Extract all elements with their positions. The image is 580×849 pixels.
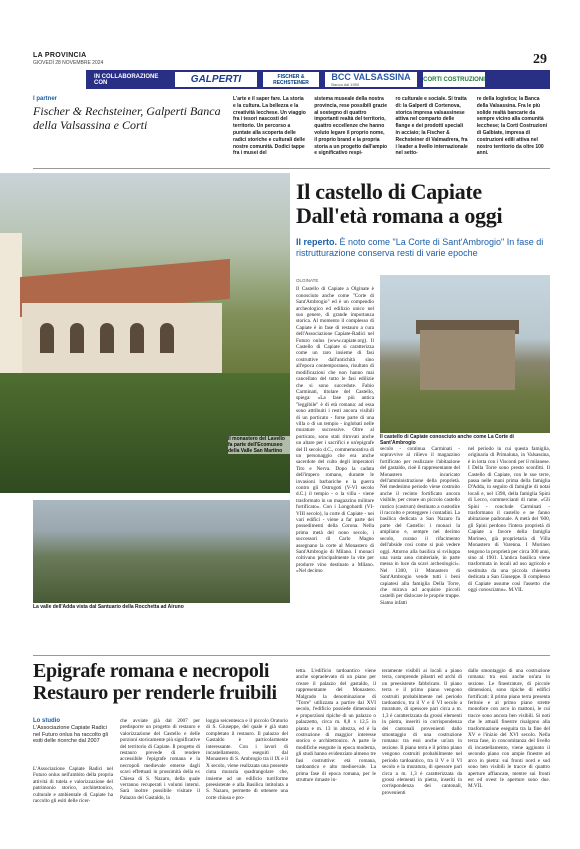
- arch-shape: [130, 323, 144, 353]
- arch-shape: [40, 323, 54, 353]
- intro-col-1: L'arte e il saper fare. La storia e la cultura. La bellezza e la creatività lecchese. Un viaggio fra i tesori nascosti del territorio. Un percorso a puntate alla scoperta delle radici storiche e culturali delle nostre comunità. Dodici tappe fra i musei del: [233, 96, 306, 157]
- photo-caption-castle: Il castello di Capiate conosciuto anche come La Corte di Sant'Ambrogio: [380, 434, 514, 446]
- section-divider: [33, 655, 550, 656]
- photo-caption-valley: La valle dell'Adda vista dal Santuario della Rocchetta ad Airuno: [33, 604, 184, 610]
- bcc-logo-sub: Banca dal 1950: [331, 82, 360, 87]
- fischer-logo: FISCHER & RECHSTEINER: [263, 72, 319, 87]
- study-column-2: che avviate già dal 2007 per predisporre un progetto di restauro e valorizzazione del Castello e delle porzioni storicamente più significative del territorio di Capiate. Il progetto di restauro prevede di rendere accessibile l'epigrafe romana e la necropoli medievale emerse dagli scavi effettuati in prossimità della ex Chiesa di S. Nazaro, della quale verranno recuperati i volumi interni. Sarà inoltre possibile visitare il Palazzo del Gastaldo, la: [120, 718, 200, 801]
- arch-shape: [70, 323, 84, 353]
- section-divider: [33, 168, 550, 169]
- intro-col-3: ro culturale e sociale. Si tratta di: la Galperti di Cortenova, storica impresa valsassinese attiva nel comparto delle flange e dei prodotti speciali in acciaio; la Fischer & Rechsteiner di Valmadrera, fra i leader a livello internazionale nel setto-: [395, 96, 468, 157]
- valley-photo: [33, 500, 290, 603]
- partners-title: Fischer & Rechsteiner, Galperti Banca della Valsassina e Corti: [33, 104, 221, 132]
- collab-label: IN COLLABORAZIONE CON: [94, 73, 159, 86]
- story-byline: OLGINATE: [296, 278, 319, 283]
- sponsor-bar: [86, 70, 550, 89]
- masthead: [33, 52, 103, 66]
- photo-caption-monastery: Il monastero del Lavello fa parte dell'Ecomuseo della Valle San Martino: [228, 436, 290, 454]
- story-body-1: Il Castello di Capiate a Olginate è conosciuto anche come "Corte di Sant'Ambrogio" ed è un compendio archeologico ed edilizio unico nel suo genere, di grande importanza storica. Al momento il complesso di Capiate è in fase di restauro a cura dell'Associazione Capiate-Radici nel Futuro onlus (www.capiate.org). Il Castello di Capiate si caratterizza come un raro insieme di fasi costruttive dall'antichità sino all'epoca contemporanea, risultato di modificazioni che non hanno mai cancellato del tutto le fasi edilizie che si sono succedute. Fabio Carminati, titolare del Castello, spiega: «La fase più antica "leggibile" è di età romana: ad essa sono attribuiti i resti ancora visibili di un porticato - forse parte di una villa o di un tempio - inglobati nelle murature successive. Oltre al porticato, sono stati ritrovati anche un altare per i sacrifici e un'epigrafe del II secolo d.C., commemorativa di un personaggio che era anche sacerdote del culto degli imperatori Tito e Nerva. Dopo la caduta dell'impero romano, durante le invasioni barbariche e la guerra contro gli Ostrogoti (V-VI secolo d.C.) il tempio - o la villa - viene trasformato in un magazzino militare fortificato». Con i Longobardi (VI-VIII secolo), la corte di Capiate - nei vari edifici - viene a far parte dei possedimenti della Corona. Nella prima metà del nono secolo, i successori di Carlo Magno assegnano la corte al Monastero di Sant'Ambrogio di Milano. I monaci coltivano principalmente la vite per produrre vino destinato a Milano. «Nel decimo: [296, 286, 374, 575]
- castle-wall-shape: [420, 330, 515, 390]
- newspaper-name: LA PROVINCIA: [33, 52, 87, 59]
- intro-columns: [233, 96, 550, 157]
- castle-photo: [380, 275, 550, 433]
- corti-logo: CORTI COSTRUZIONI: [423, 72, 485, 87]
- study-column-5: teramente visibili ai locali a piano terra, comprende pilastri ed archi di un preesistente fabbricato. Il piano terra e il primo piano vengono costruiti probabilmente nel periodo tardoantico, tra il V e il VI secolo a murature, di spessore pari circa a m. 1,3 è caratterizzata da grossi elementi in pietra, inseriti in corrispondenza dei cantonali provenienti dallo smontaggio di una costruzione romana: tra essi anche un'ara in sezione. Il piano terra e il primo piano vengono costruiti probabilmente nel periodo tardoantico, tra il V e il VI secolo e la muratura, di spessore pari circa a m. 1,3 è caratterizzata da grossi elementi in pietra, inseriti in corrispondenza dei cantonali, provenienti: [382, 668, 462, 796]
- bcc-logo: [325, 72, 417, 87]
- bell-tower-shape: [0, 233, 22, 373]
- study-headline: Epigrafe romana e necropoli Restauro per renderle fruibili: [33, 660, 277, 704]
- story-column-3: nel periodo in cui questa famiglia, originaria di Primaluna, in Valsassina, è in lotta con i Visconti per il milanese. I Della Torre sono presto sconfitti. Il Castello di Capiate, con le sue terre, passa nelle mani prima della famiglia D'Adda, in seguito di famiglie di notai locali e, nel 1398, della famiglia Spini di Lecco, commercianti di rame. «Gli Spini - conclude Carminati - trasformano il castello e ne fanno abitazione padronale. A metà del '600, gli Spini perdono l'intera proprietà di Capiate a favore della famiglia Morineo, già proprietaria di Villa Monastero di Varenna. I Morineo tengono la proprietà per circa 300 anni, sino al 1901. L'antica basilica viene trasformata in locali ad uso agricolo e sostituita da una piccola chiesetta dedicata a San Giuseppe. Il complesso di Capiate assume così l'assetto che oggi conosciamo». M.VIL: [468, 446, 550, 593]
- arch-shape: [100, 323, 114, 353]
- story-column-2: secolo - continua Carminati - sopravvive al rilievo il magazzino fortificato per realizzare l'abitazione del gastaldo, cioè il rappresentante del Monastero incaricato dell'amministrazione della proprietà. Nel medesimo periodo viene costruito anche il recinto fortificato ancora visibile, per creare un piccolo castello rustico (castrum) destinato a custodire il raccolto e proteggere i contadini. La basilica dedicata a San Nazaro fa parte del Castello: i monaci la ampliano e, sempre nel decimo secolo, curano il rifacimento dell'abside così come si può vedere oggi. Attorno alla basilica si sviluppa una vasta area cimiteriale, in parte messa in luce da scavi archeologici». Nel 1300, il Monastero di Sant'Ambrogio vende tutti i beni capiatesi alla famiglia Della Torre, che mirava ad acquisire piccoli castelli per dislocare le proprie truppe. Siamo infatti: [380, 446, 460, 606]
- bcc-logo-text: BCC VALSASSINA: [331, 72, 411, 82]
- galperti-logo: GALPERTI: [175, 72, 257, 87]
- arch-shape: [160, 323, 174, 353]
- partners-box: [33, 96, 221, 132]
- story-headline: Il castello di Capiate Dall'età romana a oggi: [296, 179, 503, 228]
- issue-date: GIOVEDÌ 28 NOVEMBRE 2024: [33, 60, 104, 66]
- hedge-shape: [0, 373, 290, 493]
- study-column-1: L'Associazione Capiate Radici nel Futuro onlus nell'ambito della propria attività di tutela e valorizzazione del patrimonio storico, architettonico, culturale e ambientale di Capiate ha raccolto gli esiti delle ricer-: [33, 766, 113, 805]
- partners-kicker: I partner: [33, 96, 58, 102]
- intro-col-4: re della logistica; la Banca della Valsassina. Fra le più solide realtà bancarie da sempre vicino alla comunità lecchese; la Corti Costruzioni di Galbiate, impresa di costruzioni edili attiva nel nostro territorio da oltre 100 anni.: [476, 96, 548, 157]
- page-number: 29: [533, 52, 547, 67]
- story-deck: [296, 237, 550, 259]
- story-deck-lead: Il reperto.: [296, 237, 338, 247]
- study-box: [33, 718, 113, 745]
- story-deck-text: È noto come "La Corte di Sant'Ambrogio" In fase di ristrutturazione conserva resti di varie epoche: [296, 237, 544, 258]
- intro-col-2: sistema museale della nostra provincia, rese possibili grazie al sostegno di quattro importanti realtà del territorio, quattro eccellenze che hanno voluto legare il proprio nome, il proprio brand e la propria storia a un progetto dall'ampio e significativo respi-: [314, 96, 388, 157]
- study-deck: L'Associazione Capiate Radici nel Futuro onlus ha raccolto gli esiti delle ricerche dal 2007: [33, 725, 108, 744]
- study-column-3: loggia seicentesca e il piccolo Oratorio di S. Giuseppe, del quale è già stato completato il restauro. Il palazzo del Gastaldo è particolarmente interessante. Con i lavori di incastellamento, eseguiti dal Monastero di S. Ambrogio tra il IX e il X secolo, viene realizzata una possente cinta muraria quadrangolare che, insieme ad un edificio turriforme preesistente e alla Basilica intitolata a S. Nazaro, permette di ottenere una corte chiusa e pro-: [206, 718, 288, 801]
- study-column-6: dallo smontaggio di una costruzione romana: tra essi anche un'ara in sezione. Le finestrature, di piccole dimensioni, sono tipiche di edifici fortificati: il primo piano terra presenta feritoie e al primo piano strette monofore con arco in mattoni, le cui tracce sono ancora ben visibili. Si noti che le attuali finestre risalgono alla trasformazione eseguita tra la fine del XV e l'inizio del XVI secolo. Nella terza fase, in concomitanza del livello di incastellamento, viene aggiunto il secondo piano con ampie finestre ad arco in pietra: sui fronti nord e sud sono ben visibili le tracce di quattro aperture affiancate, mentre sui fronti est ed ovest le aperture sono due. M.VIL: [468, 668, 550, 790]
- study-column-4: tetta. L'edificio tardoantico viene anche sopraelevato di un piano per creare il palazzo del gastaldo, il rappresentante del Monastero. Malgrado la denominazione di "Torre" utilizzata a partire dal XVI secolo, l'edificio possiede dimensioni e proporzioni tipiche di un palazzo o palazzetto, circa m. 8,8 x 12,5 in pianta e m. 13 in altezza, ed è la costruzione di maggior interesse storico e architettonico. A parte le modifiche eseguite in epoca moderna, gli studi hanno evidenziato almeno tre fasi costruttive: età romana, tardoantico e alto medioevale. La prima fase di epoca romana, per le strutture rimaste in-: [296, 668, 376, 783]
- story-column-1: [296, 278, 374, 663]
- study-kicker: Lo studio: [33, 718, 60, 724]
